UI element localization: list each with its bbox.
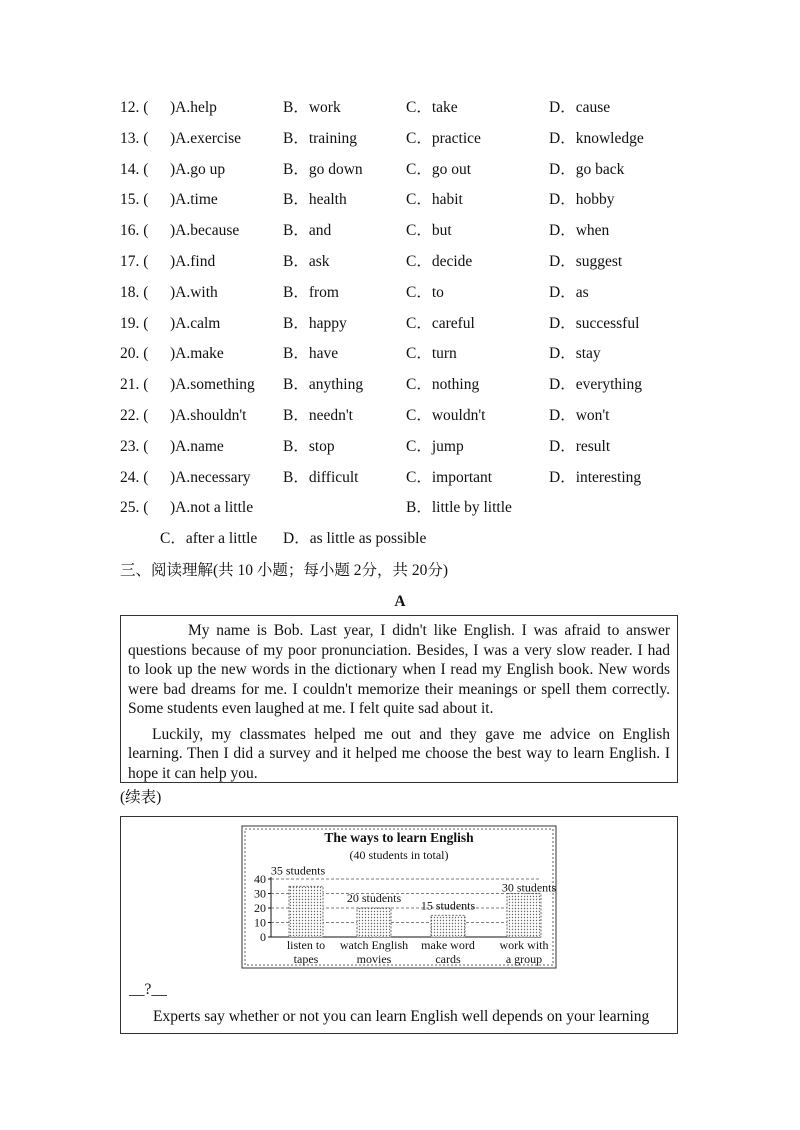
option-d: D．as: [549, 283, 589, 301]
option-a: )A.shouldn't: [170, 407, 247, 424]
question-number: 13. (: [120, 129, 149, 147]
question-number: 23. (: [120, 437, 149, 455]
category-label: tapes: [293, 952, 319, 966]
option-c: C．after a little: [160, 530, 258, 547]
bar-value-label: 20 students: [346, 891, 402, 905]
option-d: D．as little as possible: [283, 530, 427, 547]
option-b: B．work: [283, 99, 341, 116]
y-tick-label: 10: [254, 915, 266, 930]
option-d: D．suggest: [549, 253, 623, 270]
option-b: B．training: [283, 129, 358, 147]
chart-title: The ways to learn English: [324, 830, 474, 845]
question-number: 19. (: [120, 314, 149, 332]
option-d: D．knowledge: [549, 129, 644, 147]
option-d: D．cause: [549, 99, 611, 116]
question-number: 12. (: [120, 99, 149, 116]
option-a: )A.not a little: [170, 499, 254, 516]
bar-value-label: 15 students: [420, 898, 476, 913]
question-number: 14. (: [120, 160, 149, 178]
blank-heading: __?__: [129, 981, 167, 998]
option-b: B．and: [283, 222, 332, 240]
question-number: 22. (: [120, 407, 149, 424]
option-c: C．decide: [406, 253, 473, 270]
option-d: D．interesting: [549, 468, 642, 486]
category-label: cards: [435, 952, 461, 966]
bar-value-label: 30 students: [501, 880, 557, 895]
option-a: )A.necessary: [170, 468, 251, 486]
option-d: D．stay: [549, 345, 601, 363]
option-b: B．happy: [283, 314, 347, 332]
section-title: 三、阅读理解(共 10 小题；每小题 2分，共 20分): [120, 562, 449, 579]
y-tick-label: 40: [254, 872, 266, 886]
option-a: )A.make: [170, 345, 224, 363]
option-b: B．ask: [283, 253, 330, 270]
bar-chart: [121, 817, 677, 1033]
category-label: listen to: [286, 938, 326, 952]
option-c: C．practice: [406, 129, 481, 147]
option-c: C．take: [406, 99, 458, 116]
option-c: C．turn: [406, 345, 457, 363]
option-c: C．nothing: [406, 376, 480, 394]
option-b: B．difficult: [283, 468, 359, 486]
category-label: a group: [505, 952, 543, 966]
option-a: )A.exercise: [170, 129, 241, 147]
option-b: B．needn't: [283, 407, 353, 424]
option-c: C．go out: [406, 160, 472, 178]
chart-subtitle: (40 students in total): [349, 848, 449, 862]
bar-value-label: 35 students: [270, 863, 326, 878]
y-tick-label: 0: [260, 930, 266, 944]
bar-4: [507, 894, 541, 938]
passage-letter: A: [394, 593, 406, 610]
category-label: make word: [421, 938, 475, 952]
passage-paragraph-2: Luckily, my classmates helped me out and they gave me advice on English learning. Then I did a survey and it helped me choose the best way to learn English. I hope it can help you.: [128, 725, 670, 782]
option-b: B．anything: [283, 376, 364, 394]
option-d: D．successful: [549, 314, 640, 332]
option-a: )A.calm: [170, 314, 221, 332]
y-tick-label: 30: [254, 886, 266, 901]
option-a: )A.with: [170, 283, 218, 301]
option-d: D．when: [549, 222, 610, 240]
category-label: movies: [356, 952, 392, 966]
bar-3: [431, 915, 465, 937]
option-b: B．health: [283, 191, 347, 209]
continued-label: (续表): [120, 789, 162, 806]
option-a: )A.find: [170, 253, 216, 270]
experts-text: Experts say whether or not you can learn English well depends on your learning: [153, 1008, 650, 1025]
option-d: D．go back: [549, 160, 625, 178]
question-number: 21. (: [120, 376, 149, 394]
option-b: B．stop: [283, 437, 335, 455]
chart-box: [120, 816, 678, 1034]
passage-box: [120, 615, 678, 783]
option-a: )A.time: [170, 191, 218, 209]
question-number: 24. (: [120, 468, 149, 486]
option-c: C．habit: [406, 191, 463, 209]
question-number: 25. (: [120, 499, 149, 516]
option-d: D．hobby: [549, 191, 615, 209]
category-label: watch English: [339, 938, 409, 952]
option-c: C．careful: [406, 314, 475, 332]
bar-1: [289, 886, 323, 937]
option-b: B．from: [283, 283, 339, 301]
option-b: B．little by little: [406, 499, 512, 516]
option-a: )A.go up: [170, 160, 226, 178]
question-number: 18. (: [120, 283, 149, 301]
option-c: C．important: [406, 468, 493, 486]
category-label: work with: [499, 938, 549, 952]
option-d: D．everything: [549, 376, 642, 394]
y-tick-label: 20: [254, 901, 266, 915]
option-a: )A.name: [170, 437, 224, 455]
option-d: D．result: [549, 437, 611, 455]
option-a: )A.help: [170, 99, 217, 116]
question-number: 20. (: [120, 345, 149, 363]
option-d: D．won't: [549, 407, 610, 424]
option-c: C．to: [406, 283, 444, 301]
question-number: 17. (: [120, 253, 149, 270]
option-c: C．but: [406, 222, 452, 240]
option-b: B．have: [283, 345, 339, 363]
passage-paragraph-1: My name is Bob. Last year, I didn't like English. I was afraid to answer questions because of my poor pronunciation. Besides, I was a very slow reader. I had to look up the new words in the dictionary when I read my English book. New words were bad dreams for me. I couldn't memorize their meanings or spell them correctly. Some students even laughed at me. I felt quite sad about it.: [128, 622, 670, 717]
bar-2: [357, 908, 391, 937]
option-b: B．go down: [283, 160, 363, 178]
question-number: 15. (: [120, 191, 149, 209]
option-c: C．jump: [406, 437, 464, 455]
option-c: C．wouldn't: [406, 407, 486, 424]
question-number: 16. (: [120, 222, 149, 240]
option-a: )A.because: [170, 222, 240, 240]
option-a: )A.something: [170, 376, 255, 394]
